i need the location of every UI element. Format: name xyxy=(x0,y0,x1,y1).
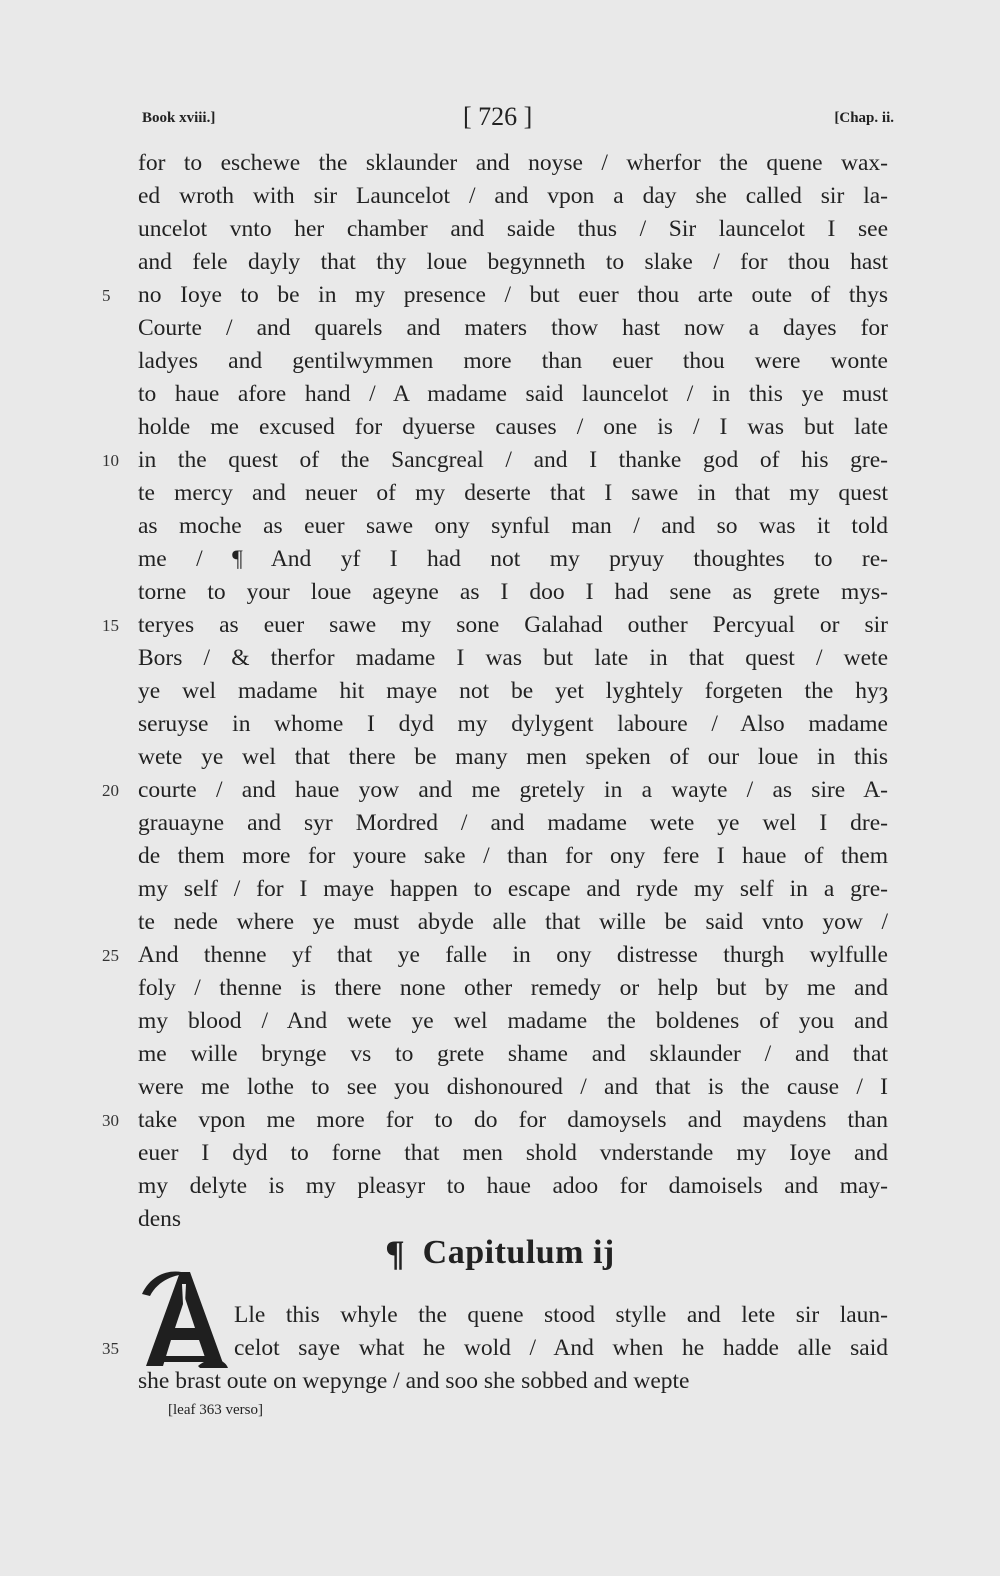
chapter-title: Capitulum ij xyxy=(422,1234,615,1271)
text-line xyxy=(102,279,888,312)
line-text: me / ¶ And yf I had not my pryuy thoughtes to re- xyxy=(138,546,888,572)
text-line xyxy=(138,1071,888,1104)
text-line xyxy=(138,378,888,411)
text-line xyxy=(102,609,888,642)
text-line xyxy=(138,180,888,213)
text-line xyxy=(138,972,888,1005)
text-line xyxy=(138,246,888,279)
line-text: my delyte is my pleasyr to haue adoo for damoisels and may- xyxy=(138,1173,888,1199)
leaf-note: [leaf 363 verso] xyxy=(168,1402,263,1418)
line-number: 20 xyxy=(102,781,119,800)
text-line xyxy=(102,774,888,807)
text-line xyxy=(138,1365,888,1398)
text-line xyxy=(102,444,888,477)
line-text: she brast oute on wepynge / and soo she sobbed and wepte xyxy=(138,1368,690,1394)
line-text: foly / thenne is there none other remedy or help but by me and xyxy=(138,975,888,1001)
text-line xyxy=(138,906,888,939)
text-line xyxy=(102,1104,888,1137)
line-number: 35 xyxy=(102,1339,119,1358)
text-line xyxy=(102,1332,888,1365)
text-line xyxy=(138,840,888,873)
text-line xyxy=(138,477,888,510)
text-line xyxy=(138,213,888,246)
line-text: and fele dayly that thy loue begynneth to slake / for thou hast xyxy=(138,249,888,275)
text-line xyxy=(138,510,888,543)
text-line xyxy=(138,345,888,378)
body-text xyxy=(102,147,888,1236)
line-text: to haue afore hand / A madame said launcelot / in this ye must xyxy=(138,381,888,407)
text-line xyxy=(138,1170,888,1203)
text-line xyxy=(138,1137,888,1170)
text-line xyxy=(138,1038,888,1071)
line-text: celot saye what he wold / And when he hadde alle said xyxy=(234,1335,888,1361)
line-text: take vpon me more for to do for damoysels and maydens than xyxy=(138,1107,888,1133)
line-text: holde me excused for dyuerse causes / one is / I was but late xyxy=(138,414,888,440)
chapter-text xyxy=(102,1299,888,1398)
text-line xyxy=(138,543,888,576)
text-line xyxy=(138,675,888,708)
text-line xyxy=(102,939,888,972)
line-text: dens xyxy=(138,1206,182,1232)
line-text: Courte / and quarels and maters thow hast now a dayes for xyxy=(138,315,888,341)
text-line xyxy=(138,576,888,609)
text-line xyxy=(138,642,888,675)
text-line xyxy=(138,411,888,444)
line-text: ladyes and gentilwymmen more than euer thou were wonte xyxy=(138,348,888,374)
running-header xyxy=(0,102,1000,138)
chapter-number: [Chap. ii. xyxy=(834,110,894,126)
line-text: Lle this whyle the quene stood stylle and lete sir laun- xyxy=(234,1302,888,1328)
page-number: [ 726 ] xyxy=(463,102,533,131)
line-text: my blood / And wete ye wel madame the boldenes of you and xyxy=(138,1008,888,1034)
line-text: were me lothe to see you dishonoured / and that is the cause / I xyxy=(138,1074,888,1100)
line-text: te mercy and neuer of my deserte that I sawe in that my quest xyxy=(138,480,888,506)
text-line xyxy=(138,741,888,774)
text-line xyxy=(138,312,888,345)
text-line xyxy=(138,1299,888,1332)
line-number: 15 xyxy=(102,616,119,635)
line-text: euer I dyd to forne that men shold vnderstande my Ioye and xyxy=(138,1140,888,1166)
line-text: te nede where ye must abyde alle that wille be said vnto yow / xyxy=(138,909,888,935)
line-text: wete ye wel that there be many men speken of our loue in this xyxy=(138,744,888,770)
line-text: And thenne yf that ye falle in ony distresse thurgh wylfulle xyxy=(138,942,888,968)
text-line xyxy=(138,807,888,840)
line-text: uncelot vnto her chamber and saide thus / Sir launcelot I see xyxy=(138,216,888,242)
line-number: 5 xyxy=(102,286,111,305)
text-line xyxy=(138,147,888,180)
line-text: in the quest of the Sancgreal / and I thanke god of his gre- xyxy=(138,447,888,473)
line-text: grauayne and syr Mordred / and madame wete ye wel I dre- xyxy=(138,810,888,836)
text-line xyxy=(138,873,888,906)
line-text: no Ioye to be in my presence / but euer thou arte oute of thys xyxy=(138,282,888,308)
line-text: de them more for youre sake / than for ony fere I haue of them xyxy=(138,843,888,869)
line-text: Bors / & therfor madame I was but late in that quest / wete xyxy=(138,645,888,671)
line-text: torne to your loue ageyne as I doo I had sene as grete mys- xyxy=(138,579,888,605)
line-text: as moche as euer sawe ony synful man / and so was it told xyxy=(138,513,888,539)
line-text: courte / and haue yow and me gretely in a wayte / as sire A- xyxy=(138,777,888,803)
text-line xyxy=(138,708,888,741)
line-text: for to eschewe the sklaunder and noyse / wherfor the quene wax- xyxy=(138,150,888,176)
line-text: my self / for I maye happen to escape and ryde my self in a gre- xyxy=(138,876,888,902)
pilcrow-mark: ¶ xyxy=(385,1233,405,1273)
book-number: Book xviii.] xyxy=(142,110,216,126)
line-number: 30 xyxy=(102,1111,119,1130)
line-text: me wille brynge vs to grete shame and sklaunder / and that xyxy=(138,1041,888,1067)
text-line xyxy=(138,1005,888,1038)
line-text: teryes as euer sawe my sone Galahad outher Percyual or sir xyxy=(138,612,888,638)
line-number: 25 xyxy=(102,946,119,965)
line-number: 10 xyxy=(102,451,119,470)
line-text: seruyse in whome I dyd my dylygent laboure / Also madame xyxy=(138,711,888,737)
line-text: ye wel madame hit maye not be yet lyghtely forgeten the hyȝ xyxy=(138,678,888,704)
line-text: ed wroth with sir Launcelot / and vpon a day she called sir la- xyxy=(138,183,888,209)
